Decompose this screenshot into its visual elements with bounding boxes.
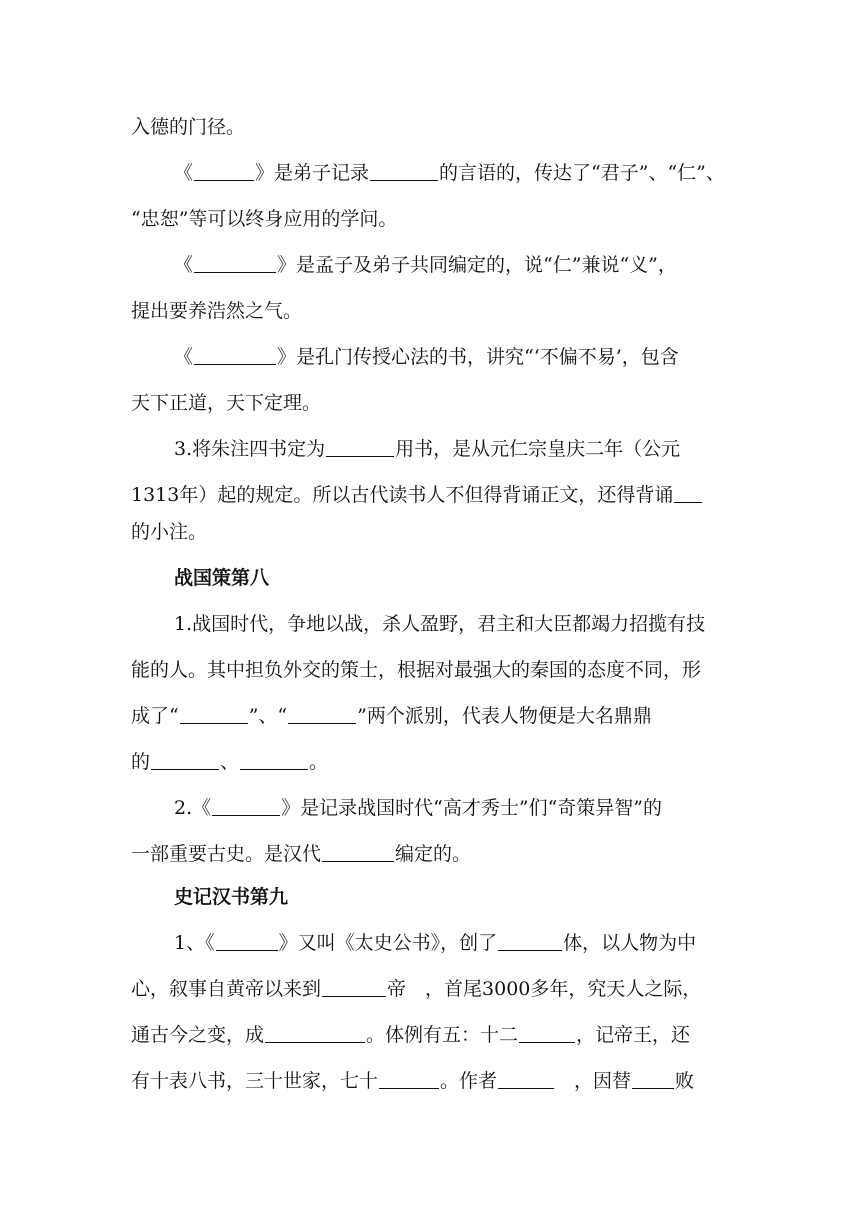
text-line: 能的人。其中担负外交的策士，根据对最强大的秦国的态度不同，形 — [131, 659, 702, 681]
fill-blank[interactable] — [379, 1070, 439, 1089]
text-line: 成了“ ”、“ ”两个派别，代表人物便是大名鼎鼎 — [131, 705, 652, 727]
fill-blank[interactable] — [240, 751, 308, 770]
fill-blank[interactable] — [151, 751, 219, 770]
text-line: 3.将朱注四书定为 用书，是从元仁宗皇庆二年（公元 — [174, 438, 681, 460]
section-heading: 史记汉书第九 — [174, 886, 289, 908]
text-line: 1、《 》又叫《太史公书》，创了 体，以人物为中 — [174, 932, 697, 954]
text-line: 《 》是弟子记录 的言语的，传达了“君子”、“仁”、 — [174, 162, 725, 184]
text-line: 1.战国时代，争地以战，杀人盈野，君主和大臣都竭力招揽有技 — [174, 613, 706, 635]
fill-blank[interactable] — [322, 978, 386, 997]
fill-blank[interactable] — [265, 1024, 365, 1043]
text-line: 的小注。 — [131, 521, 208, 543]
fill-blank[interactable] — [326, 438, 394, 457]
fill-blank[interactable] — [212, 797, 280, 816]
fill-blank[interactable] — [194, 346, 276, 365]
text-line: 《 》是孔门传授心法的书，讲究“‘不偏不易’，包含 — [174, 346, 679, 368]
fill-blank[interactable] — [498, 1070, 554, 1089]
fill-blank[interactable] — [674, 484, 702, 503]
text-line: 一部重要古史。是汉代 编定的。 — [131, 843, 472, 865]
text-line: 的 、 。 — [131, 751, 329, 773]
text-line: 通古今之变，成 。体例有五：十二 ，记帝王，还 — [131, 1024, 691, 1046]
fill-blank[interactable] — [194, 254, 276, 273]
fill-blank[interactable] — [370, 162, 438, 181]
fill-blank[interactable] — [498, 932, 562, 951]
text-line: 有十表八书，三十世家，七十 。作者 ，因替 败 — [131, 1070, 695, 1092]
text-line: 《 》是孟子及弟子共同编定的，说“仁”兼说“义”， — [174, 254, 677, 276]
text-line: 2.《 》是记录战国时代“高才秀士”们“奇策异智”的 — [174, 797, 662, 819]
fill-blank[interactable] — [216, 932, 278, 951]
text-line: 提出要养浩然之气。 — [131, 300, 303, 322]
section-heading: 战国策第八 — [174, 567, 270, 589]
text-line: 心，叙事自黄帝以来到 帝 ，首尾3000多年，究天人之际， — [131, 978, 702, 1000]
text-line: “忠恕”等可以终身应用的学问。 — [131, 208, 398, 230]
text-line: 入德的门径。 — [131, 116, 246, 138]
fill-blank[interactable] — [632, 1070, 674, 1089]
fill-blank[interactable] — [322, 843, 394, 862]
fill-blank[interactable] — [519, 1024, 575, 1043]
text-line: 1313年）起的规定。所以古代读书人不但得背诵正文，还得背诵 — [131, 483, 703, 507]
fill-blank[interactable] — [288, 705, 356, 724]
fill-blank[interactable] — [180, 705, 248, 724]
text-line: 天下正道，天下定理。 — [131, 392, 322, 414]
fill-blank[interactable] — [194, 162, 254, 181]
